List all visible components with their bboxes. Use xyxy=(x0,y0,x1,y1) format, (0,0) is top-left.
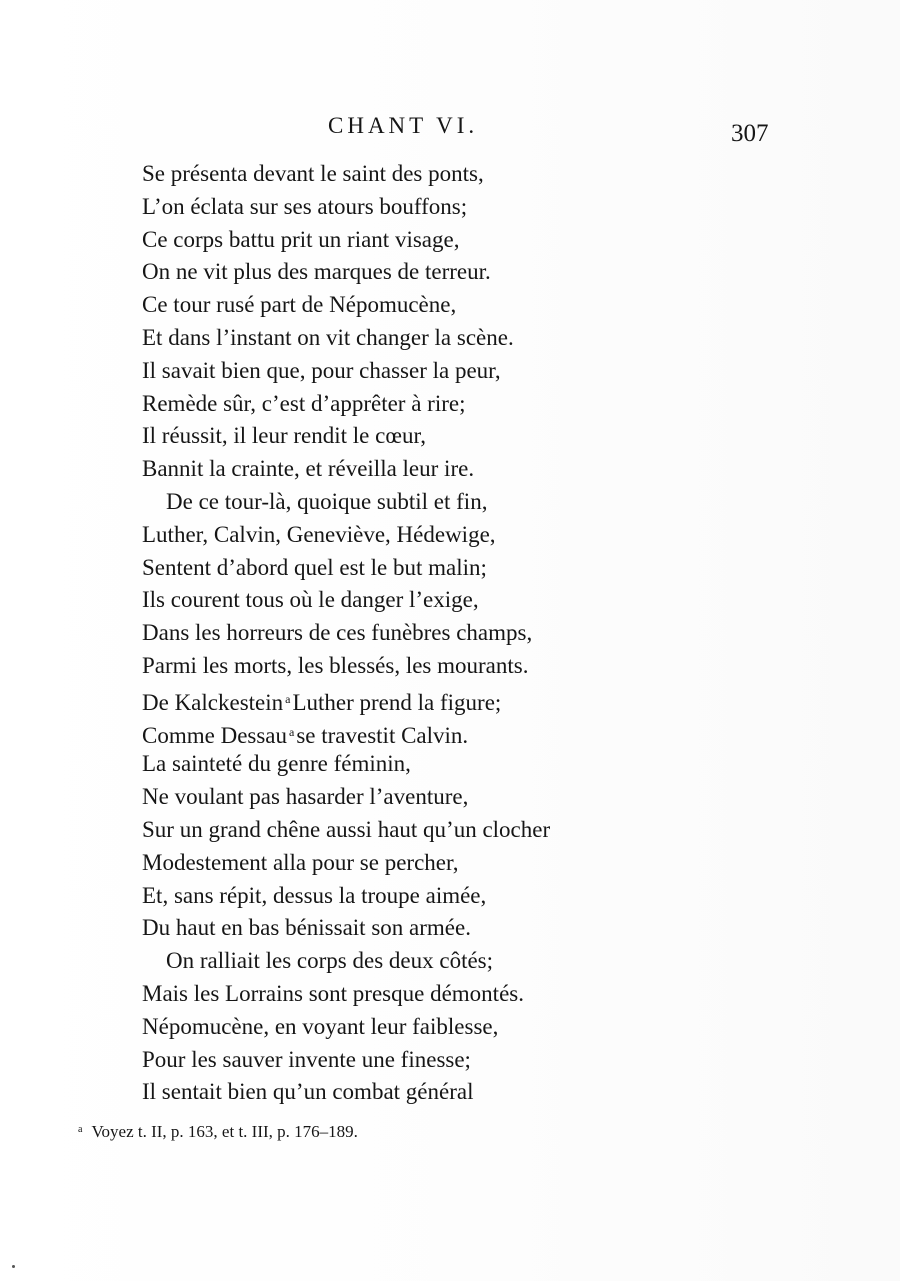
verse-line: Et, sans répit, dessus la troupe aimée, xyxy=(142,882,487,908)
chapter-title: CHANT VI. xyxy=(328,113,479,138)
verse-line: Népomucène, en voyant leur faiblesse, xyxy=(142,1013,499,1039)
verse-line-with-note xyxy=(142,716,662,749)
verse-line: Il réussit, il leur rendit le cœur, xyxy=(142,423,426,449)
verse-line: Et dans l’instant on vit changer la scène. xyxy=(142,324,514,350)
verse-line: Mais les Lorrains sont presque démontés. xyxy=(142,980,524,1006)
verse-text: Luther prend la figure; xyxy=(292,689,502,715)
footnote-text: Voyez t. II, p. 163, et t. III, p. 176–189. xyxy=(91,1122,358,1141)
verse-text: Comme Dessau xyxy=(142,722,288,748)
footnote-reference: a xyxy=(289,724,295,739)
verse-line: Remède sûr, c’est d’apprêter à rire; xyxy=(142,390,466,416)
verse-line: Sentent d’abord quel est le but malin; xyxy=(142,554,487,580)
verse-text: De Kalckestein xyxy=(142,689,284,715)
footnote-reference: a xyxy=(285,691,291,706)
page-number: 307 xyxy=(731,120,769,147)
verse-line: La sainteté du genre féminin, xyxy=(142,751,411,777)
verse-line: Il sentait bien qu’un combat général xyxy=(142,1079,474,1105)
page-speck xyxy=(12,1265,15,1268)
verse-line: Parmi les morts, les blessés, les mourants. xyxy=(142,652,529,678)
verse-text: se travestit Calvin. xyxy=(296,722,469,748)
verse-line: L’on éclata sur ses atours bouffons; xyxy=(142,193,468,219)
verse-line: Dans les horreurs de ces funèbres champs, xyxy=(142,620,533,646)
verse-line: Modestement alla pour se percher, xyxy=(142,849,459,875)
verse-line: Ce tour rusé part de Népomucène, xyxy=(142,292,457,318)
verse-line-stanza-start: De ce tour-là, quoique subtil et fin, xyxy=(166,488,488,514)
verse-line: Sur un grand chêne aussi haut qu’un clocher xyxy=(142,816,551,842)
verse-line: Ne voulant pas hasarder l’aventure, xyxy=(142,784,469,810)
verse-line: Ils courent tous où le danger l’exige, xyxy=(142,587,479,613)
verse-line: Se présenta devant le saint des ponts, xyxy=(142,161,484,186)
verse-line-with-note xyxy=(142,683,662,716)
footnote-marker: a xyxy=(78,1124,83,1135)
verse-line-stanza-start: On ralliait les corps des deux côtés; xyxy=(166,948,494,974)
poem-text xyxy=(142,158,662,1109)
verse-line: Pour les sauver invente une finesse; xyxy=(142,1046,471,1072)
verse-line: Luther, Calvin, Geneviève, Hédewige, xyxy=(142,521,496,547)
verse-line: Il savait bien que, pour chasser la peur, xyxy=(142,357,501,383)
verse-line: Ce corps battu prit un riant visage, xyxy=(142,226,460,252)
verse-line: Du haut en bas bénissait son armée. xyxy=(142,915,471,941)
verse-line: On ne vit plus des marques de terreur. xyxy=(142,259,491,285)
verse-line: Bannit la crainte, et réveilla leur ire. xyxy=(142,456,475,482)
running-head xyxy=(0,111,900,147)
footnote xyxy=(78,1118,358,1144)
